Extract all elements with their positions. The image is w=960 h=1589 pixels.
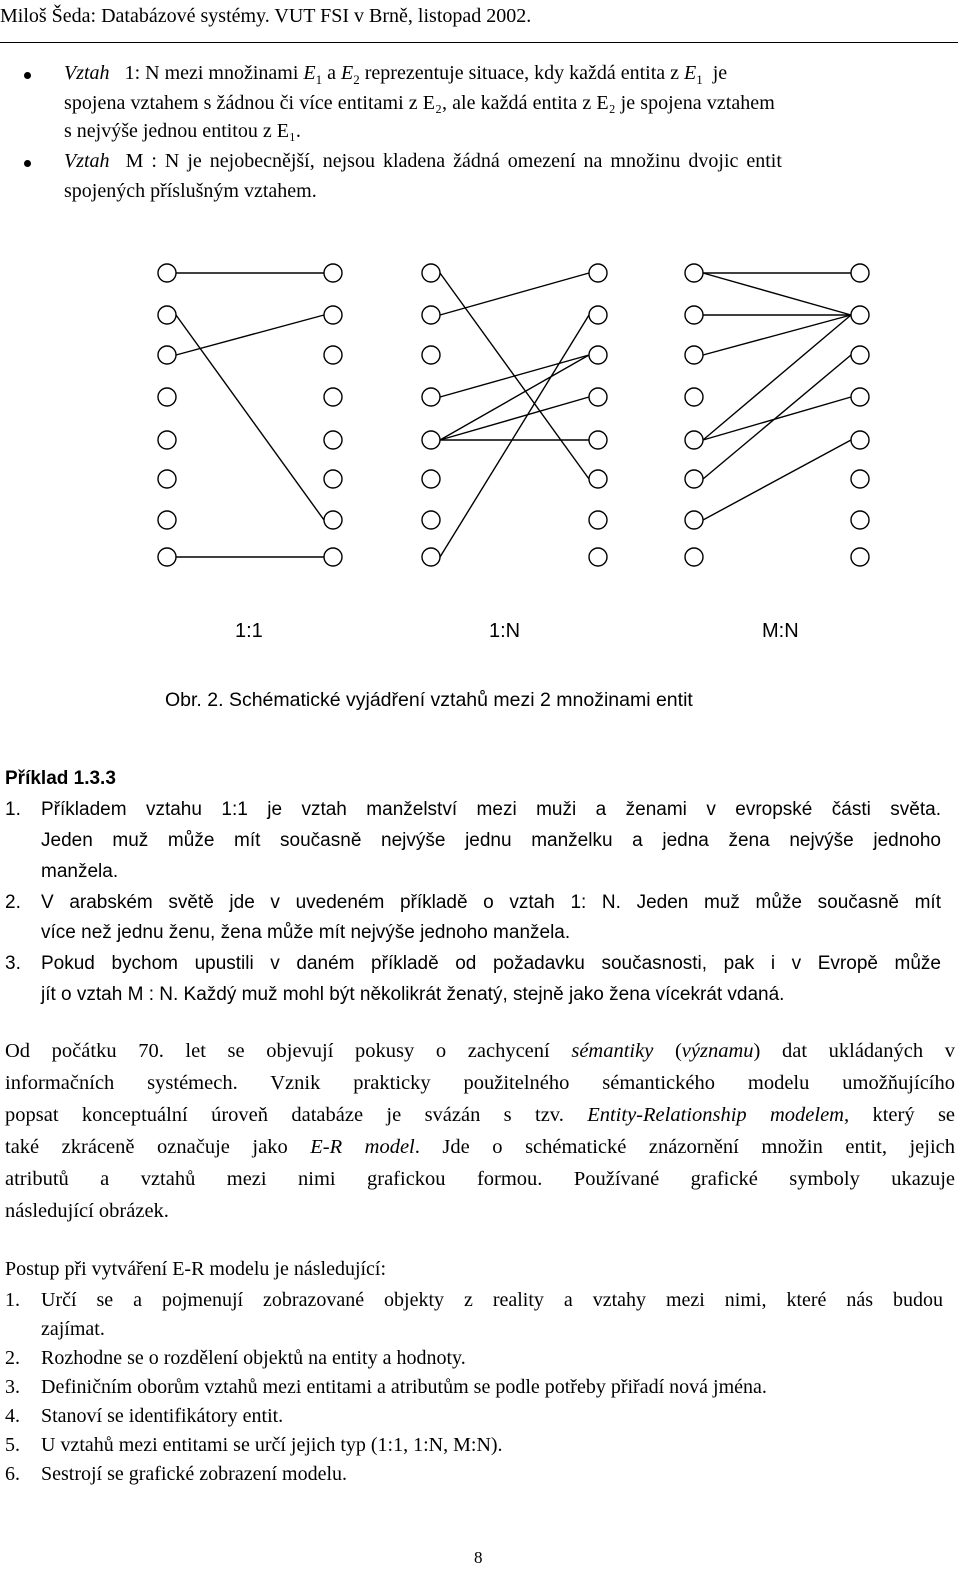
many-to-many-edge <box>703 273 851 315</box>
procedure-step-2: Rozhodne se o rozdělení objektů na entity a hodnoty. <box>41 1347 466 1369</box>
procedure-step-number: 6. <box>5 1463 20 1485</box>
example-item-1-line-2: Jeden muž může mít současně nejvýše jednu manželku a jedna žena nejvýše jednoho <box>41 830 941 851</box>
one-to-many-right-node <box>589 511 607 529</box>
many-to-many-edge <box>703 440 851 520</box>
many-to-many-left-node <box>685 470 703 488</box>
paragraph-line-4: také zkráceně označuje jako E-R model. Jde o schématické znázornění množin entit, jejich <box>5 1136 956 1158</box>
relationship-diagram <box>0 250 960 590</box>
one-to-one-edge <box>176 315 324 355</box>
one-to-one-left-node <box>158 511 176 529</box>
procedure-step-number: 4. <box>5 1405 20 1427</box>
many-to-many-left-node <box>685 431 703 449</box>
page-number: 8 <box>474 1548 483 1567</box>
figure-caption: Obr. 2. Schématické vyjádření vztahů mezi 2 množinami entit <box>165 689 693 711</box>
bullet-1-line-2: spojena vztahem s žádnou či více entitami z E₂, ale každá entita z E₂ je spojena vztahem <box>64 92 775 114</box>
procedure-step-3: Definičním oborům vztahů mezi entitami a atributům se podle potřeby přiřadí nová jména. <box>41 1376 767 1398</box>
many-to-many-edge <box>703 397 851 440</box>
one-to-many-right-node <box>589 548 607 566</box>
paragraph-line-6: následující obrázek. <box>5 1200 169 1222</box>
one-to-many-left-node <box>422 306 440 324</box>
example-item-2-line-2: více než jednu ženu, žena může mít nejvýše jednoho manžela. <box>41 922 571 943</box>
example-item-number: 3. <box>5 953 21 974</box>
procedure-step-number: 5. <box>5 1434 20 1456</box>
one-to-one-edge <box>176 315 324 520</box>
many-to-many-right-node <box>851 431 869 449</box>
procedure-title: Postup při vytváření E-R modelu je následující: <box>5 1258 387 1280</box>
example-item-number: 1. <box>5 799 21 820</box>
one-to-many-left-node <box>422 548 440 566</box>
procedure-step-1-line-1: Určí se a pojmenují zobrazované objekty z reality a vztahy mezi nimi, které nás budou <box>41 1289 943 1311</box>
one-to-many-edge <box>440 355 589 440</box>
paragraph-line-1: Od počátku 70. let se objevují pokusy o zachycení sémantiky (významu) dat ukládaných v <box>5 1040 955 1062</box>
one-to-many-left-node <box>422 431 440 449</box>
one-to-many-right-node <box>589 388 607 406</box>
one-to-one-left-node <box>158 431 176 449</box>
example-item-1-line-3: manžela. <box>41 861 119 882</box>
one-to-many-right-node <box>589 306 607 324</box>
procedure-step-4: Stanoví se identifikátory entit. <box>41 1405 284 1427</box>
bullet-dot <box>24 72 31 79</box>
figure-label-1-1: 1:1 <box>235 620 263 642</box>
many-to-many-left-node <box>685 388 703 406</box>
many-to-many-right-node <box>851 511 869 529</box>
one-to-many-edge <box>440 315 589 557</box>
header-rule <box>0 42 958 43</box>
many-to-many-left-node <box>685 511 703 529</box>
one-to-one-left-node <box>158 346 176 364</box>
one-to-one-left-node <box>158 264 176 282</box>
example-item-3-line-2: jít o vztah M : N. Každý muž mohl být několikrát ženatý, stejně jako žena vícekrát vdaná. <box>41 984 785 1005</box>
bullet-2-line-2: spojených příslušným vztahem. <box>64 180 317 202</box>
procedure-step-number: 3. <box>5 1376 20 1398</box>
procedure-step-1-line-2: zajímat. <box>41 1318 105 1340</box>
one-to-one-right-node <box>324 388 342 406</box>
procedure-step-6: Sestrojí se grafické zobrazení modelu. <box>41 1463 347 1485</box>
one-to-one-right-node <box>324 470 342 488</box>
many-to-many-right-node <box>851 548 869 566</box>
example-item-number: 2. <box>5 892 21 913</box>
one-to-many-left-node <box>422 511 440 529</box>
one-to-one-left-node <box>158 470 176 488</box>
one-to-one-right-node <box>324 264 342 282</box>
paragraph-line-3: popsat konceptuální úroveň databáze je svázán s tzv. Entity-Relationship modelem, který se <box>5 1104 956 1126</box>
example-item-3-line-1: Pokud bychom upustili v daném příkladě od požadavku současnosti, pak i v Evropě může <box>41 953 941 974</box>
bullet-1-line-1: Vztah 1: N mezi množinami $E_1$ a $E_2$ reprezentuje situace, kdy každá entita z $E_1$ je <box>64 62 728 87</box>
one-to-many-right-node <box>589 346 607 364</box>
many-to-many-right-node <box>851 264 869 282</box>
diagram-edges <box>176 273 851 557</box>
one-to-one-right-node <box>324 346 342 364</box>
many-to-many-edge <box>703 315 851 355</box>
many-to-many-left-node <box>685 548 703 566</box>
procedure-step-5: U vztahů mezi entitami se určí jejich typ (1:1, 1:N, M:N). <box>41 1434 503 1456</box>
procedure-step-number: 1. <box>5 1289 20 1311</box>
paragraph-line-2: informačních systémech. Vznik prakticky použitelného sémantického modelu umožňujícího <box>5 1072 955 1094</box>
one-to-many-left-node <box>422 264 440 282</box>
example-item-2-line-1: V arabském světě jde v uvedeném příkladě o vztah 1: N. Jeden muž může současně mít <box>41 892 941 913</box>
many-to-many-left-node <box>685 264 703 282</box>
many-to-many-right-node <box>851 346 869 364</box>
procedure-step-number: 2. <box>5 1347 20 1369</box>
many-to-many-left-node <box>685 306 703 324</box>
many-to-many-left-node <box>685 346 703 364</box>
one-to-many-left-node <box>422 470 440 488</box>
many-to-many-right-node <box>851 470 869 488</box>
one-to-one-right-node <box>324 548 342 566</box>
bullet-2-line-1: Vztah M : N je nejobecnější, nejsou kladena žádná omezení na množinu dvojic entit <box>64 150 782 172</box>
many-to-many-edge <box>703 355 851 479</box>
one-to-many-right-node <box>589 264 607 282</box>
one-to-one-left-node <box>158 306 176 324</box>
one-to-one-left-node <box>158 388 176 406</box>
example-heading: Příklad 1.3.3 <box>5 768 116 789</box>
one-to-many-edge <box>440 273 589 315</box>
many-to-many-right-node <box>851 388 869 406</box>
one-to-one-left-node <box>158 548 176 566</box>
one-to-many-edge <box>440 355 589 397</box>
paragraph-line-5: atributů a vztahů mezi nimi grafickou formou. Používané grafické symboly ukazuje <box>5 1168 955 1190</box>
figure-label-1-n: 1:N <box>489 620 521 642</box>
one-to-many-left-node <box>422 346 440 364</box>
figure-label-m-n: M:N <box>762 620 799 642</box>
one-to-many-right-node <box>589 431 607 449</box>
bullet-1-line-3: s nejvýše jednou entitou z E₁. <box>64 120 301 142</box>
one-to-one-right-node <box>324 306 342 324</box>
one-to-one-right-node <box>324 431 342 449</box>
one-to-many-left-node <box>422 388 440 406</box>
page-header: Miloš Šeda: Databázové systémy. VUT FSI v Brně, listopad 2002. <box>0 5 532 27</box>
diagram-nodes <box>158 264 869 566</box>
one-to-one-right-node <box>324 511 342 529</box>
many-to-many-right-node <box>851 306 869 324</box>
one-to-many-edge <box>440 397 589 440</box>
example-item-1-line-1: Příkladem vztahu 1:1 je vztah manželství mezi muži a ženami v evropské části světa. <box>41 799 941 820</box>
one-to-many-right-node <box>589 470 607 488</box>
bullet-dot <box>24 160 31 167</box>
many-to-many-edge <box>703 315 851 440</box>
